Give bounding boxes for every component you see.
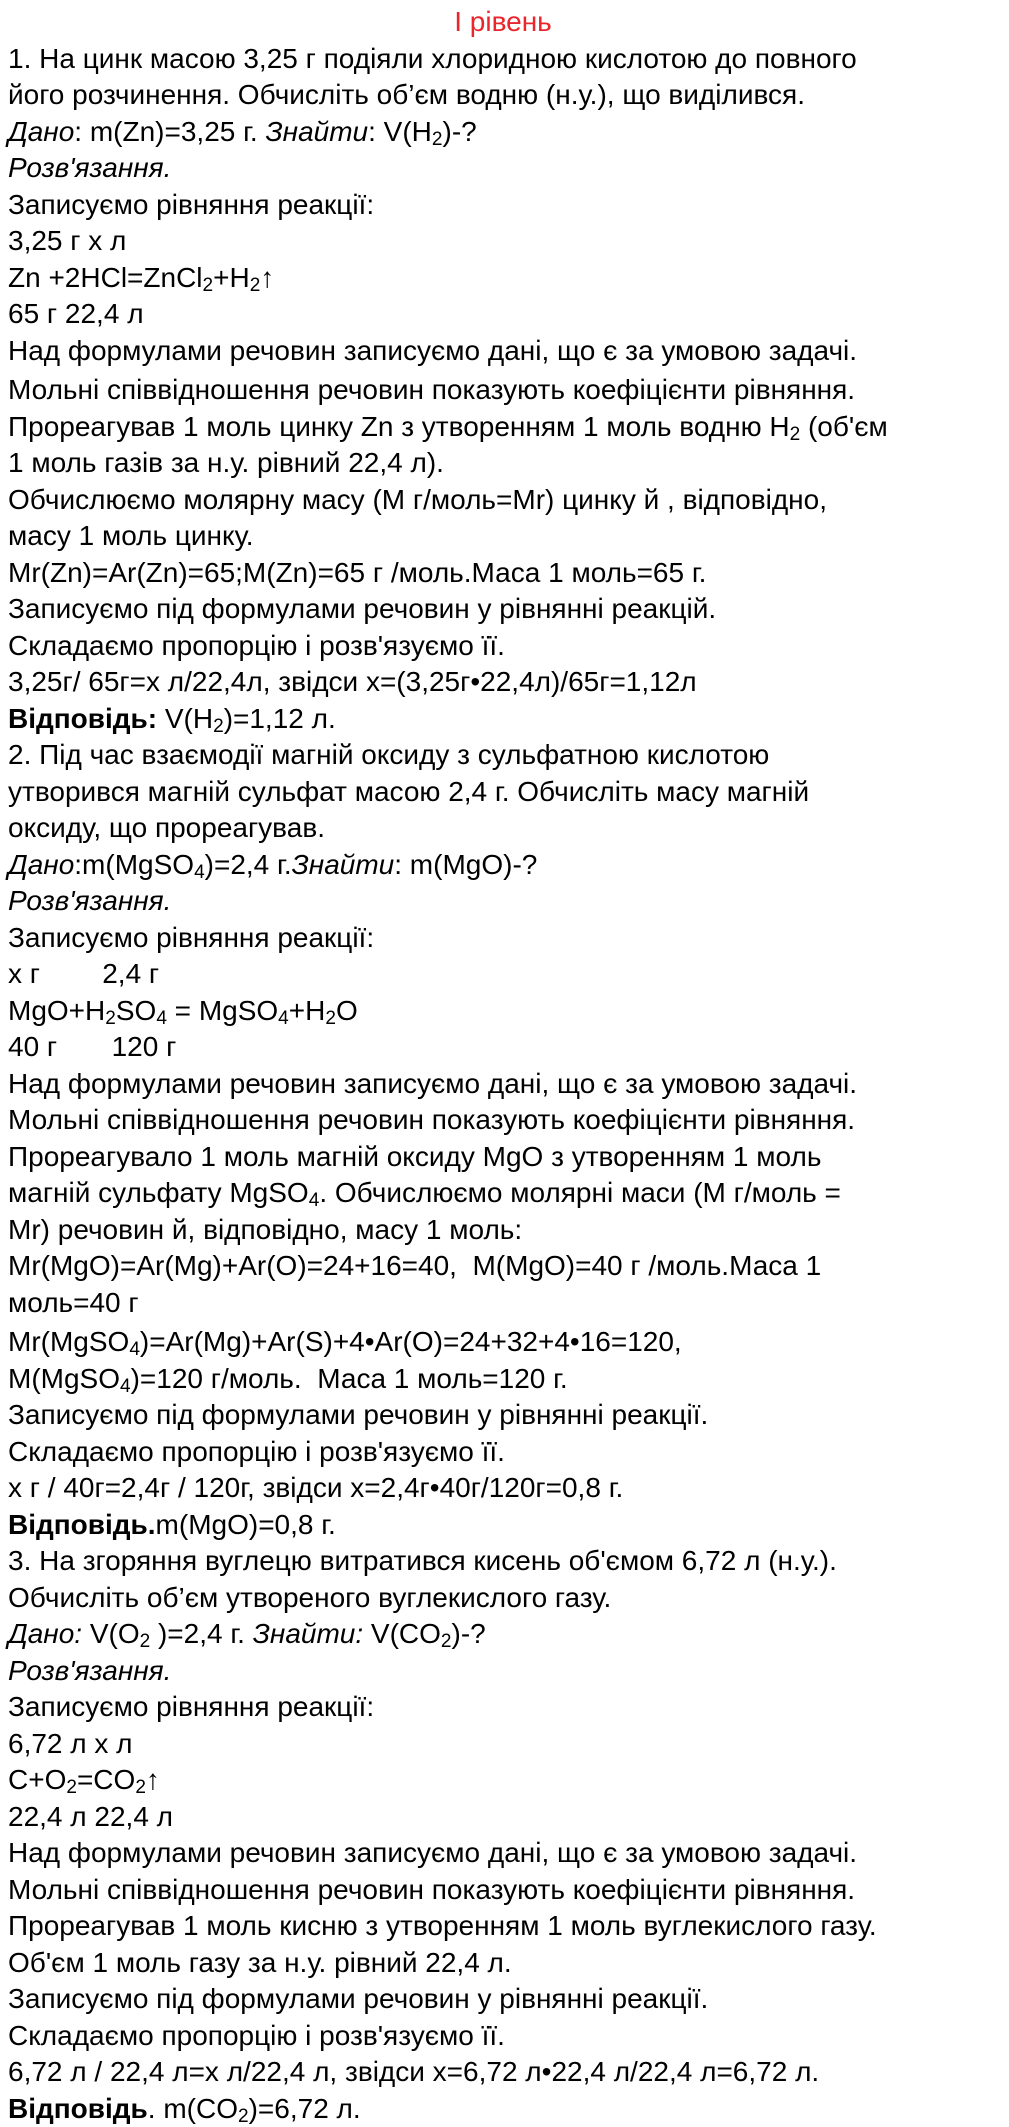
- equation-below-values: 22,4 л 22,4 л: [8, 1799, 1004, 1836]
- equation-above-values: 3,25 г х л: [8, 223, 1004, 260]
- page-title: І рівень: [2, 4, 1004, 41]
- answer-label: Відповідь: [8, 2093, 148, 2124]
- problem-3-question-line-2: Обчисліть об’єм утвореного вуглекислого газу.: [8, 1580, 1004, 1617]
- document-page: [8, 4, 1004, 2127]
- given-label: Дано: [8, 116, 74, 147]
- text-line: Mr) речовин й, відповідно, масу 1 моль:: [8, 1212, 1004, 1249]
- reaction-equation: $C+O_2=CO_2↑$: [8, 1762, 1004, 1799]
- problem-2-question-line-3: оксиду, що прореагував.: [8, 810, 1004, 847]
- text-line: Прореагував 1 моль кисню з утворенням 1 моль вуглекислого газу.: [8, 1908, 1004, 1945]
- text-line: Над формулами речовин записуємо дані, що є за умовою задачі.: [8, 1066, 1004, 1103]
- text-line: магній сульфату MgSO$_4$. Обчислюємо молярні маси (M г/моль =: [8, 1175, 1004, 1212]
- problem-1-question-line-2: його розчинення. Обчисліть об’єм водню (н.у.), що виділився.: [8, 77, 1004, 114]
- answer-line: Відповідь: $V(H_2)=1,12$ л.: [8, 701, 1004, 738]
- write-equation-line: Записуємо рівняння реакції:: [8, 187, 1004, 224]
- text-line: 1 моль газів за н.у. рівний 22,4 л).: [8, 445, 1004, 482]
- problem-2: [8, 737, 1004, 1543]
- text-line: Над формулами речовин записуємо дані, що є за умовою задачі.: [8, 333, 1004, 370]
- text-line: Мольні співвідношення речовин показують коефіцієнти рівняння.: [8, 1102, 1004, 1139]
- reaction-equation: $MgO+H_2SO_4$ = $MgSO_4+H_2O$: [8, 993, 1004, 1030]
- text-line: Мольні співвідношення речовин показують коефіцієнти рівняння.: [8, 372, 1004, 409]
- given-label: Дано:: [8, 1618, 82, 1649]
- answer-label: Відповідь:: [8, 703, 157, 734]
- problem-2-question-line-2: утворився магній сульфат масою 2,4 г. Обчисліть масу магній: [8, 774, 1004, 811]
- proportion-line: 3,25г/ 65г=х л/22,4л, звідси х=(3,25г•22,4л)/65г=1,12л: [8, 664, 1004, 701]
- text-line: Mr(MgSO$_4$)=Ar(Mg)+Ar(S)+4•Ar(O)=24+32+4•16=120,: [8, 1324, 1004, 1361]
- text-line: Складаємо пропорцію і розв'язуємо її.: [8, 628, 1004, 665]
- equation-below-values: 40 г 120 г: [8, 1029, 1004, 1066]
- text-line: моль=40 г: [8, 1285, 1004, 1322]
- solution-label: Розв'язання.: [8, 150, 1004, 187]
- text-line: Прореагував 1 моль цинку Zn з утворенням 1 моль водню $H_2$ (об'єм: [8, 409, 1004, 446]
- text-line: Об'єм 1 моль газу за н.у. рівний 22,4 л.: [8, 1945, 1004, 1982]
- equation-above-values: х г 2,4 г: [8, 956, 1004, 993]
- text-line: Над формулами речовин записуємо дані, що є за умовою задачі.: [8, 1835, 1004, 1872]
- proportion-line: х г / 40г=2,4г / 120г, звідси х=2,4г•40г/120г=0,8 г.: [8, 1470, 1004, 1507]
- equation-below-values: 65 г 22,4 л: [8, 296, 1004, 333]
- problem-2-question-line-1: 2. Під час взаємодії магній оксиду з сульфатною кислотою: [8, 737, 1004, 774]
- text-line: M(MgSO$_4$)=120 г/моль. Маса 1 моль=120 г.: [8, 1361, 1004, 1398]
- proportion-line: 6,72 л / 22,4 л=х л/22,4 л, звідси х=6,72 л•22,4 л/22,4 л=6,72 л.: [8, 2054, 1004, 2091]
- find-label: Знайти: [265, 116, 368, 147]
- text-line: Записуємо під формулами речовин у рівнянні реакції.: [8, 1981, 1004, 2018]
- answer-line: Відповідь.m(MgO)=0,8 г.: [8, 1507, 1004, 1544]
- text-line: Записуємо під формулами речовин у рівнянні реакції.: [8, 1397, 1004, 1434]
- find-label: Знайти:: [253, 1618, 363, 1649]
- equation-above-values: 6,72 л х л: [8, 1726, 1004, 1763]
- write-equation-line: Записуємо рівняння реакції:: [8, 1689, 1004, 1726]
- text-line: Обчислюємо молярну масу (M г/моль=Mr) цинку й , відповідно,: [8, 482, 1004, 519]
- solution-label: Розв'язання.: [8, 883, 1004, 920]
- text-line: Прореагувало 1 моль магній оксиду MgO з утворенням 1 моль: [8, 1139, 1004, 1176]
- problem-3-given: Дано: $V(O_2$ )=2,4 г. Знайти: $V(CO_2)-$?: [8, 1616, 1004, 1653]
- text-line: Складаємо пропорцію і розв'язуємо її.: [8, 1434, 1004, 1471]
- problem-1-given: Дано: m(Zn)=3,25 г. Знайти: $V(H_2)-$?: [8, 114, 1004, 151]
- text-line: Mr(Zn)=Ar(Zn)=65;M(Zn)=65 г /моль.Маса 1 моль=65 г.: [8, 555, 1004, 592]
- problem-1-question-line-1: 1. На цинк масою 3,25 г подіяли хлоридною кислотою до повного: [8, 41, 1004, 78]
- answer-label: Відповідь.: [8, 1509, 156, 1540]
- text-line: Складаємо пропорцію і розв'язуємо її.: [8, 2018, 1004, 2055]
- find-label: Знайти: [292, 849, 395, 880]
- text-line: Mr(MgO)=Ar(Mg)+Ar(O)=24+16=40, M(MgO)=40 г /моль.Маса 1: [8, 1248, 1004, 1285]
- given-label: Дано: [8, 849, 74, 880]
- problem-3-question-line-1: 3. На згоряння вуглецю витратився кисень об'ємом 6,72 л (н.у.).: [8, 1543, 1004, 1580]
- write-equation-line: Записуємо рівняння реакції:: [8, 920, 1004, 957]
- text-line: Записуємо під формулами речовин у рівнянні реакцій.: [8, 591, 1004, 628]
- problem-1: [8, 41, 1004, 738]
- given-value: : m(Zn)=3,25 г.: [74, 116, 257, 147]
- answer-line: Відповідь. $m(CO_2)=6,72$ л.: [8, 2091, 1004, 2127]
- problem-3: [8, 1543, 1004, 2127]
- text-line: Мольні співвідношення речовин показують коефіцієнти рівняння.: [8, 1872, 1004, 1909]
- problem-2-given: Дано:m(MgSO$_4$)=2,4 г.Знайти: m(MgO)-?: [8, 847, 1004, 884]
- text-line: масу 1 моль цинку.: [8, 518, 1004, 555]
- reaction-equation: $Zn +2HCl=ZnCl_2+H_2↑$: [8, 260, 1004, 297]
- solution-label: Розв'язання.: [8, 1653, 1004, 1690]
